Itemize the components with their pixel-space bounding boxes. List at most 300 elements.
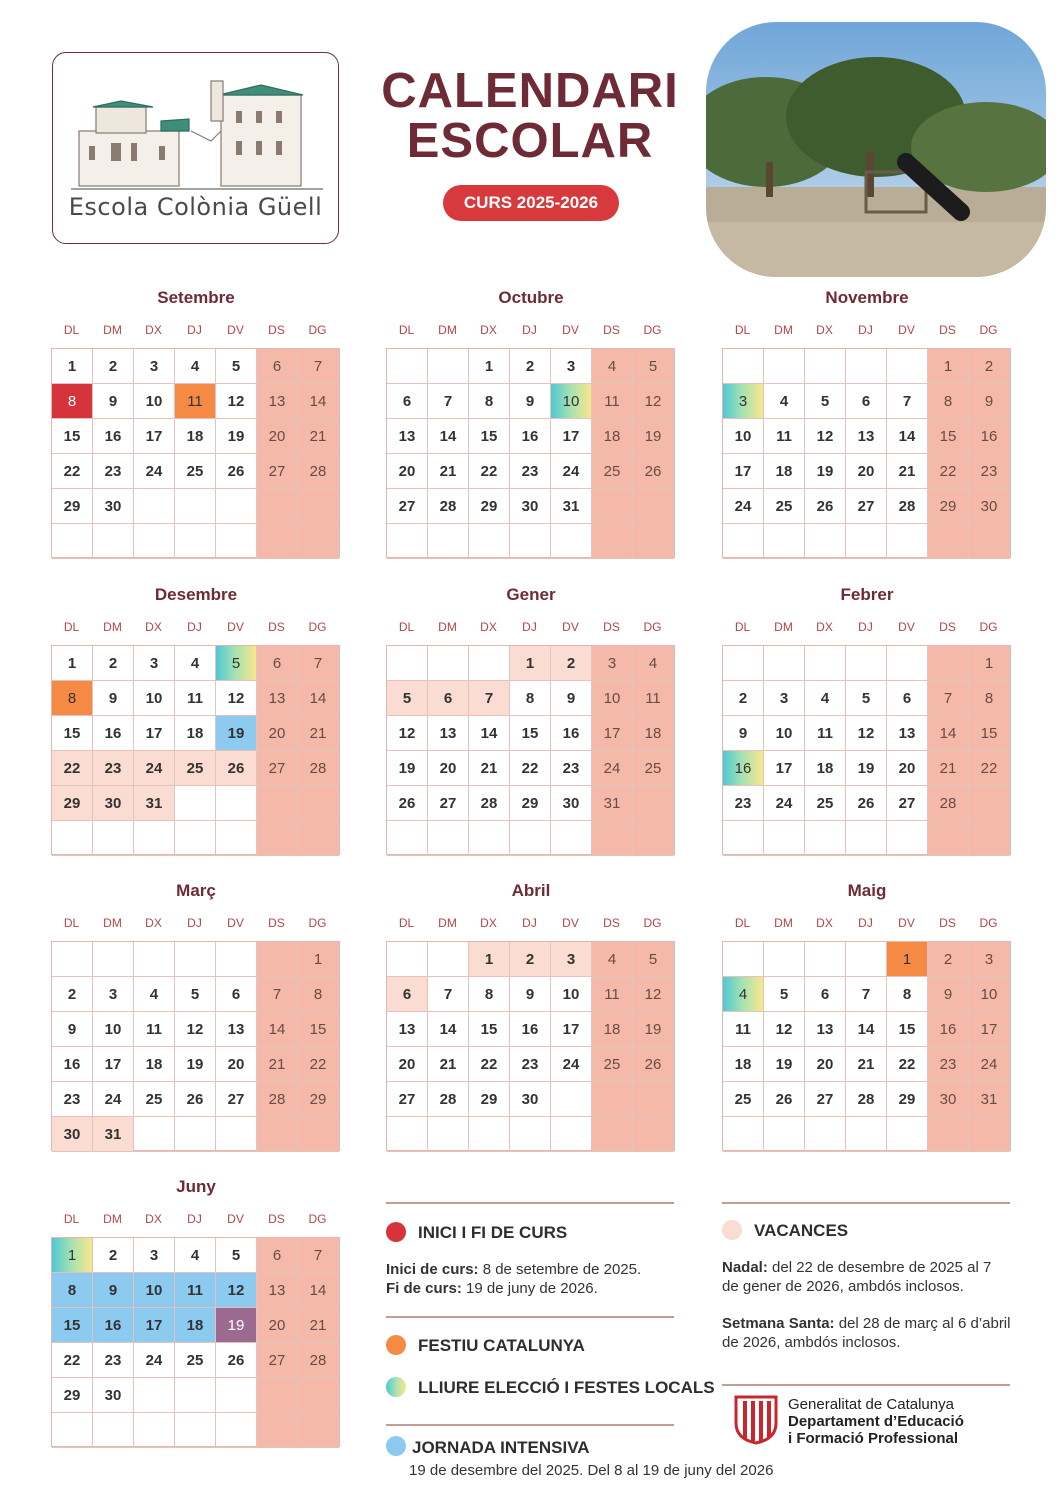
calendar-day: 27: [387, 1082, 428, 1117]
generalitat-logo: [732, 1393, 780, 1450]
calendar-empty-cell: [633, 786, 674, 821]
calendar-day: 16: [93, 419, 134, 454]
calendar-day: 16: [510, 1012, 551, 1047]
calendar-day: 12: [216, 681, 257, 716]
calendar-empty-cell: [134, 1413, 175, 1448]
calendar-day: 26: [846, 786, 887, 821]
calendar-day: 11: [723, 1012, 764, 1047]
calendar-day: 31: [93, 1117, 134, 1152]
calendar-day: 13: [846, 419, 887, 454]
calendar-empty-cell: [764, 821, 805, 856]
calendar-day: 31: [592, 786, 633, 821]
calendar-day: 26: [633, 1047, 674, 1082]
calendar-empty-cell: [764, 349, 805, 384]
calendar-day: 26: [216, 454, 257, 489]
calendar-day: 18: [592, 419, 633, 454]
calendar-day: 2: [723, 681, 764, 716]
title-line-1: CALENDARI: [381, 64, 679, 118]
calendar-day: 3: [969, 942, 1010, 977]
ss-label: Setmana Santa:: [722, 1315, 835, 1332]
weekday-header: DL: [398, 916, 415, 930]
title-line-2: ESCOLAR: [406, 114, 654, 168]
calendar-day: 26: [216, 751, 257, 786]
calendar-day: 17: [551, 1012, 592, 1047]
calendar-day: 15: [928, 419, 969, 454]
calendar-day: 10: [134, 681, 175, 716]
calendar-day: 18: [134, 1047, 175, 1082]
ss-value: del 28 de març al 6 d’abril de 2026, ambdós inclosos.: [722, 1315, 1011, 1351]
calendar-day: 28: [298, 1343, 339, 1378]
calendar-empty-cell: [592, 489, 633, 524]
calendar-day: 16: [52, 1047, 93, 1082]
calendar-day: 24: [969, 1047, 1010, 1082]
weekday-header: DX: [816, 323, 833, 337]
calendar-day: 2: [93, 646, 134, 681]
calendar-empty-cell: [592, 524, 633, 559]
calendar-day: 16: [928, 1012, 969, 1047]
calendar-empty-cell: [805, 942, 846, 977]
calendar-day: 10: [592, 681, 633, 716]
calendar-day: 16: [551, 716, 592, 751]
calendar-empty-cell: [633, 1117, 674, 1152]
calendar-empty-cell: [387, 524, 428, 559]
weekday-header: DJ: [858, 323, 873, 337]
weekday-header: DV: [898, 620, 915, 634]
calendar-empty-cell: [723, 646, 764, 681]
calendar-day: 27: [257, 1343, 298, 1378]
calendar-day: 21: [298, 1308, 339, 1343]
calendar-day: 13: [257, 1273, 298, 1308]
weekday-header: DG: [643, 620, 662, 634]
calendar-day: 10: [93, 1012, 134, 1047]
calendar-day: 2: [510, 942, 551, 977]
calendar-day-intensiva: 19: [216, 716, 257, 751]
school-name: Escola Colònia Güell: [68, 193, 323, 221]
calendar-day: 13: [257, 384, 298, 419]
calendar-day: 23: [52, 1082, 93, 1117]
weekday-header: DL: [398, 620, 415, 634]
school-logo: [52, 52, 339, 244]
calendar-day: 6: [887, 681, 928, 716]
calendar-empty-cell: [216, 821, 257, 856]
calendar-day: 30: [969, 489, 1010, 524]
calendar-empty-cell: [805, 821, 846, 856]
calendar-day: 22: [928, 454, 969, 489]
calendar-day: 11: [175, 681, 216, 716]
calendar-day: 6: [846, 384, 887, 419]
weekday-header: DM: [103, 620, 122, 634]
weekday-header: DS: [268, 323, 285, 337]
weekday-header: DJ: [187, 916, 202, 930]
calendar-day: 29: [52, 489, 93, 524]
calendar-day: 4: [134, 977, 175, 1012]
weekday-header: DM: [438, 620, 457, 634]
weekday-header: DJ: [187, 620, 202, 634]
calendar-day-intensiva: 12: [216, 1273, 257, 1308]
calendar-day: 28: [846, 1082, 887, 1117]
calendar-day: 9: [928, 977, 969, 1012]
calendar-day: 26: [387, 786, 428, 821]
calendar-empty-cell: [805, 1117, 846, 1152]
calendar-day: 6: [257, 1238, 298, 1273]
calendar-day: 23: [510, 454, 551, 489]
calendar-day: 20: [846, 454, 887, 489]
legend-divider: [722, 1202, 1010, 1204]
calendar-empty-cell: [969, 786, 1010, 821]
calendar-day: 25: [134, 1082, 175, 1117]
calendar-day: 13: [887, 716, 928, 751]
calendar-day: 17: [134, 419, 175, 454]
calendar-day: 9: [510, 384, 551, 419]
calendar-empty-cell: [928, 646, 969, 681]
calendar-day: 24: [134, 751, 175, 786]
calendar-day: 3: [134, 349, 175, 384]
calendar-day-lliure: 1: [52, 1238, 93, 1273]
calendar-day: 22: [887, 1047, 928, 1082]
calendar-day: 29: [469, 489, 510, 524]
calendar-day: 29: [887, 1082, 928, 1117]
legend-inici-fi-detail: [386, 1260, 676, 1298]
calendar-day: 28: [428, 1082, 469, 1117]
calendar-day: 27: [805, 1082, 846, 1117]
weekday-header: DG: [308, 916, 327, 930]
calendar-day: 4: [805, 681, 846, 716]
calendar-day: 1: [298, 942, 339, 977]
calendar-day-festiu: 11: [175, 384, 216, 419]
calendar-empty-cell: [257, 942, 298, 977]
calendar-day: 26: [175, 1082, 216, 1117]
calendar-day: 21: [428, 1047, 469, 1082]
calendar-empty-cell: [216, 1413, 257, 1448]
calendar-day: 11: [805, 716, 846, 751]
calendar-day: 28: [298, 454, 339, 489]
calendar-day: 14: [887, 419, 928, 454]
calendar-day: 7: [469, 681, 510, 716]
weekday-header: DV: [562, 323, 579, 337]
generalitat-line-1: Generalitat de Catalunya: [788, 1396, 954, 1413]
weekday-header: DM: [438, 916, 457, 930]
calendar-day: 21: [887, 454, 928, 489]
calendar-day-lliure: 16: [723, 751, 764, 786]
month-grid: [51, 645, 340, 855]
calendar-day: 26: [805, 489, 846, 524]
calendar-day: 10: [723, 419, 764, 454]
calendar-empty-cell: [428, 1117, 469, 1152]
calendar-day: 8: [298, 977, 339, 1012]
weekday-header: DJ: [187, 1212, 202, 1226]
calendar-empty-cell: [257, 1378, 298, 1413]
calendar-day: 19: [633, 1012, 674, 1047]
weekday-header: DX: [145, 1212, 162, 1226]
weekday-header: DS: [939, 916, 956, 930]
calendar-day: 19: [846, 751, 887, 786]
calendar-day: 9: [52, 1012, 93, 1047]
calendar-day: 15: [52, 716, 93, 751]
calendar-empty-cell: [633, 1082, 674, 1117]
calendar-day: 20: [805, 1047, 846, 1082]
calendar-day-festiu: 1: [887, 942, 928, 977]
calendar-day: 7: [928, 681, 969, 716]
weekday-header: DM: [103, 916, 122, 930]
calendar-day: 13: [805, 1012, 846, 1047]
calendar-empty-cell: [969, 821, 1010, 856]
calendar-empty-cell: [387, 349, 428, 384]
legend-divider: [386, 1202, 674, 1204]
calendar-day: 17: [764, 751, 805, 786]
calendar-day: 7: [298, 646, 339, 681]
weekday-header: DS: [939, 620, 956, 634]
calendar-day: 19: [387, 751, 428, 786]
calendar-day: 12: [805, 419, 846, 454]
calendar-day: 29: [298, 1082, 339, 1117]
calendar-day: 4: [592, 942, 633, 977]
calendar-empty-cell: [510, 524, 551, 559]
calendar-empty-cell: [510, 1117, 551, 1152]
calendar-empty-cell: [551, 524, 592, 559]
calendar-day: 16: [969, 419, 1010, 454]
calendar-day: 23: [723, 786, 764, 821]
weekday-header: DG: [979, 323, 998, 337]
course-badge: CURS 2025-2026: [443, 185, 619, 221]
calendar-day: 15: [469, 419, 510, 454]
calendar-empty-cell: [846, 942, 887, 977]
calendar-day: 2: [93, 1238, 134, 1273]
calendar-day: 27: [428, 786, 469, 821]
calendar-day: 20: [387, 1047, 428, 1082]
calendar-empty-cell: [633, 524, 674, 559]
weekday-header: DX: [816, 916, 833, 930]
calendar-day: 16: [93, 716, 134, 751]
calendar-empty-cell: [723, 1117, 764, 1152]
month-grid: [51, 941, 340, 1151]
legend-setmana-santa: [722, 1314, 1012, 1352]
calendar-day: 22: [510, 751, 551, 786]
calendar-day: 28: [928, 786, 969, 821]
calendar-day: 23: [93, 454, 134, 489]
weekday-header: DG: [308, 1212, 327, 1226]
calendar-empty-cell: [764, 524, 805, 559]
month-name: Novembre: [825, 288, 909, 307]
calendar-empty-cell: [298, 1378, 339, 1413]
calendar-empty-cell: [175, 524, 216, 559]
legend-intensiva-title: JORNADA INTENSIVA: [412, 1438, 590, 1457]
weekday-header: DV: [898, 916, 915, 930]
calendar-empty-cell: [846, 524, 887, 559]
legend-divider: [386, 1424, 674, 1426]
weekday-header: DM: [774, 323, 793, 337]
calendar-day: 18: [805, 751, 846, 786]
calendar-day: 15: [298, 1012, 339, 1047]
calendar-day: 15: [52, 419, 93, 454]
month-grid: [386, 941, 675, 1151]
legend-lliure-title: LLIURE ELECCIÓ I FESTES LOCALS: [418, 1378, 715, 1397]
calendar-empty-cell: [928, 821, 969, 856]
calendar-day: 7: [428, 977, 469, 1012]
calendar-day: 17: [134, 716, 175, 751]
calendar-day: 2: [510, 349, 551, 384]
calendar-day: 3: [551, 942, 592, 977]
calendar-day: 6: [428, 681, 469, 716]
calendar-day-fi: 19: [216, 1308, 257, 1343]
calendar-day: 17: [592, 716, 633, 751]
month-name: Març: [176, 881, 216, 900]
calendar-day: 14: [298, 384, 339, 419]
calendar-empty-cell: [298, 489, 339, 524]
calendar-day-intensiva: 10: [134, 1273, 175, 1308]
calendar-day: 5: [175, 977, 216, 1012]
weekday-header: DL: [63, 1212, 80, 1226]
calendar-day: 31: [551, 489, 592, 524]
calendar-day: 10: [764, 716, 805, 751]
calendar-day: 24: [551, 454, 592, 489]
calendar-day: 12: [846, 716, 887, 751]
calendar-day: 21: [428, 454, 469, 489]
calendar-empty-cell: [387, 1117, 428, 1152]
weekday-header: DL: [734, 916, 751, 930]
calendar-empty-cell: [93, 1413, 134, 1448]
calendar-day: 30: [93, 1378, 134, 1413]
calendar-day: 4: [175, 1238, 216, 1273]
month-name: Juny: [176, 1177, 216, 1196]
calendar-empty-cell: [428, 646, 469, 681]
weekday-header: DG: [979, 620, 998, 634]
calendar-empty-cell: [216, 1378, 257, 1413]
calendar-day: 5: [216, 349, 257, 384]
calendar-empty-cell: [551, 1082, 592, 1117]
calendar-empty-cell: [764, 646, 805, 681]
calendar-empty-cell: [175, 1378, 216, 1413]
calendar-day: 5: [633, 349, 674, 384]
calendar-empty-cell: [257, 786, 298, 821]
calendar-day: 8: [469, 384, 510, 419]
calendar-day: 1: [928, 349, 969, 384]
calendar-day: 15: [510, 716, 551, 751]
calendar-day: 23: [551, 751, 592, 786]
calendar-empty-cell: [592, 821, 633, 856]
weekday-header: DS: [268, 1212, 285, 1226]
calendar-day: 23: [510, 1047, 551, 1082]
calendar-day: 19: [216, 419, 257, 454]
calendar-day: 5: [216, 1238, 257, 1273]
page-title: [350, 66, 710, 166]
calendar-day: 20: [257, 716, 298, 751]
nadal-label: Nadal:: [722, 1259, 768, 1276]
calendar-day-intensiva: 18: [175, 1308, 216, 1343]
weekday-header: DG: [308, 323, 327, 337]
calendar-day: 13: [387, 419, 428, 454]
weekday-header: DG: [308, 620, 327, 634]
calendar-day: 30: [928, 1082, 969, 1117]
calendar-empty-cell: [298, 1413, 339, 1448]
calendar-day: 18: [633, 716, 674, 751]
generalitat-line-3: i Formació Professional: [788, 1430, 959, 1447]
school-playground-photo: [706, 22, 1046, 277]
calendar-empty-cell: [175, 821, 216, 856]
calendar-day: 22: [298, 1047, 339, 1082]
calendar-day: 14: [469, 716, 510, 751]
calendar-day: 1: [52, 349, 93, 384]
calendar-empty-cell: [428, 349, 469, 384]
calendar-day: 14: [846, 1012, 887, 1047]
calendar-day: 4: [633, 646, 674, 681]
calendar-day: 30: [551, 786, 592, 821]
calendar-day: 18: [592, 1012, 633, 1047]
calendar-day-intensiva: 8: [52, 1273, 93, 1308]
calendar-empty-cell: [887, 1117, 928, 1152]
legend-inici-fi-title: INICI I FI DE CURS: [418, 1223, 568, 1242]
month-grid: [722, 941, 1011, 1151]
calendar-empty-cell: [216, 524, 257, 559]
calendar-day: 9: [510, 977, 551, 1012]
calendar-day: 30: [93, 786, 134, 821]
weekday-header: DS: [939, 323, 956, 337]
calendar-empty-cell: [298, 524, 339, 559]
calendar-day: 29: [928, 489, 969, 524]
weekday-header: DX: [480, 916, 497, 930]
calendar-empty-cell: [592, 1082, 633, 1117]
calendar-day: 17: [551, 419, 592, 454]
calendar-day: 8: [510, 681, 551, 716]
calendar-empty-cell: [928, 524, 969, 559]
weekday-header: DJ: [522, 323, 537, 337]
weekday-header: DV: [227, 323, 244, 337]
nadal-value: del 22 de desembre de 2025 al 7 de gener de 2026, ambdós inclosos.: [722, 1259, 992, 1295]
calendar-day: 2: [52, 977, 93, 1012]
weekday-header: DX: [145, 620, 162, 634]
calendar-day: 14: [428, 419, 469, 454]
calendar-day: 8: [969, 681, 1010, 716]
weekday-header: DV: [562, 620, 579, 634]
weekday-header: DX: [480, 323, 497, 337]
calendar-day: 24: [134, 454, 175, 489]
calendar-day: 5: [805, 384, 846, 419]
calendar-day: 6: [387, 977, 428, 1012]
calendar-day: 5: [846, 681, 887, 716]
calendar-day: 1: [969, 646, 1010, 681]
weekday-header: DJ: [522, 620, 537, 634]
calendar-day: 22: [969, 751, 1010, 786]
calendar-empty-cell: [134, 1117, 175, 1152]
calendar-day: 14: [257, 1012, 298, 1047]
calendar-day: 23: [93, 751, 134, 786]
calendar-empty-cell: [551, 821, 592, 856]
calendar-empty-cell: [134, 1378, 175, 1413]
calendar-day: 18: [764, 454, 805, 489]
calendar-day: 28: [257, 1082, 298, 1117]
calendar-day: 25: [633, 751, 674, 786]
festiu-legend-dot: [386, 1335, 406, 1355]
calendar-day: 28: [428, 489, 469, 524]
calendar-day: 19: [633, 419, 674, 454]
calendar-day: 7: [257, 977, 298, 1012]
calendar-day: 18: [723, 1047, 764, 1082]
calendar-day: 20: [387, 454, 428, 489]
calendar-empty-cell: [298, 1117, 339, 1152]
calendar-day: 22: [52, 1343, 93, 1378]
calendar-empty-cell: [175, 942, 216, 977]
legend-divider: [386, 1316, 674, 1318]
calendar-empty-cell: [428, 524, 469, 559]
calendar-day: 7: [887, 384, 928, 419]
calendar-empty-cell: [551, 1117, 592, 1152]
calendar-empty-cell: [469, 821, 510, 856]
calendar-day-festiu: 8: [52, 681, 93, 716]
calendar-day: 15: [469, 1012, 510, 1047]
calendar-empty-cell: [723, 942, 764, 977]
calendar-day: 5: [633, 942, 674, 977]
calendar-day: 20: [257, 1308, 298, 1343]
calendar-day: 14: [428, 1012, 469, 1047]
